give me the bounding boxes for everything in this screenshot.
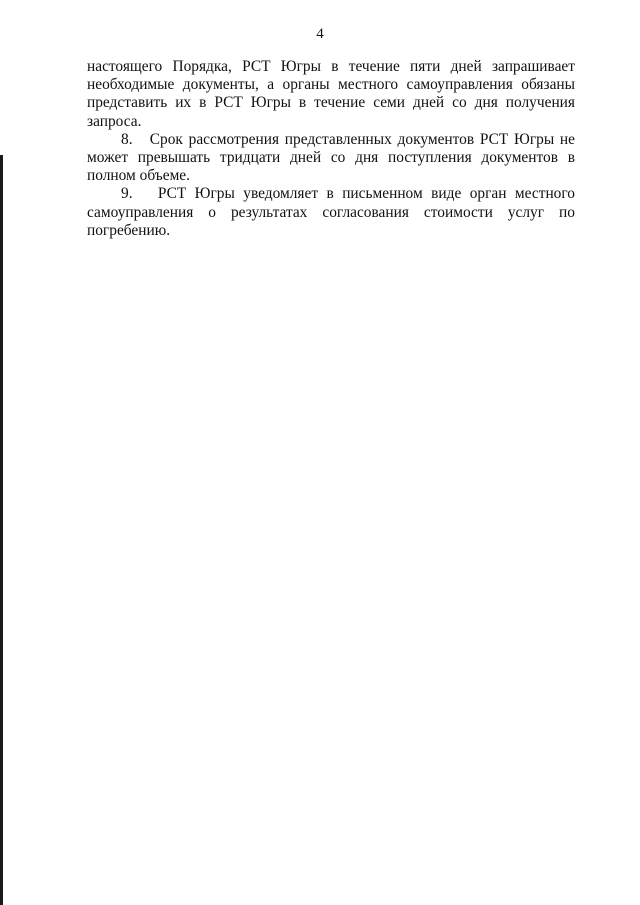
paragraph-continuation: настоящего Порядка, РСТ Югры в течение пяти дней запрашивает необходимые документы, а органы местного самоуправления обязаны представить их в РСТ Югры в течение семи дней со дня получения запроса.: [87, 58, 575, 130]
paragraph-item-9: 9. РСТ Югры уведомляет в письменном виде орган местного самоуправления о результатах согласования стоимости услуг по погребению.: [87, 185, 575, 239]
body-text: [87, 58, 575, 240]
page-number: 4: [316, 26, 324, 42]
paragraph-item-8: 8. Срок рассмотрения представленных документов РСТ Югры не может превышать тридцати дней со дня поступления документов в полном объеме.: [87, 130, 575, 185]
scan-edge-shadow: [0, 155, 3, 905]
